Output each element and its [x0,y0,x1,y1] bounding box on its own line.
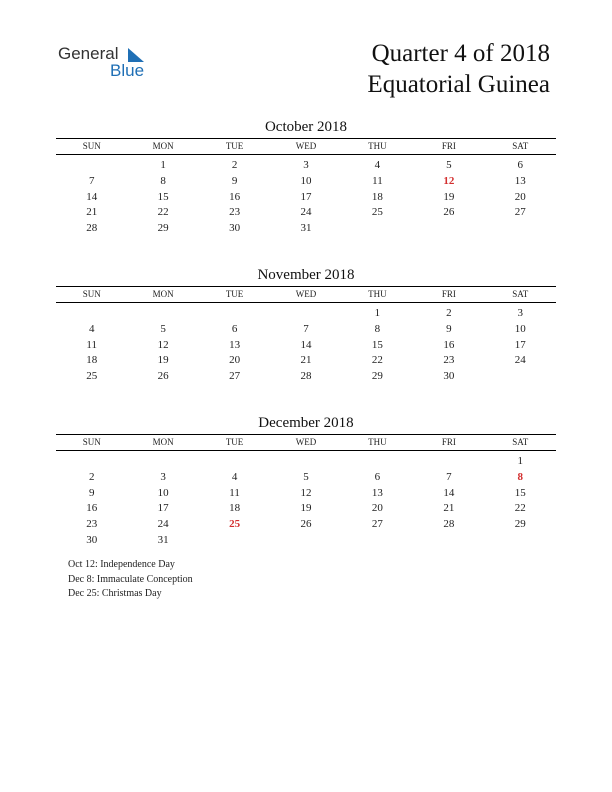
day-cell: 6 [517,159,524,171]
holiday-item: Dec 8: Immaculate Conception [68,573,193,585]
day-cell: 18 [86,354,98,367]
week-grid [56,306,556,385]
month-december [56,413,556,549]
weekday-label: SAT [512,437,529,447]
day-cell: 8 [160,174,166,187]
week-row [56,501,556,517]
logo [58,44,168,84]
day-cell: 3 [303,159,309,171]
title-quarter: Quarter 4 of 2018 [371,40,550,67]
day-cell: 27 [371,518,383,531]
day-cell: 11 [229,486,240,499]
empty-day-cell [127,306,198,322]
empty-day-cell [413,221,484,237]
week-row [56,353,556,369]
holiday-item: Dec 25: Christmas Day [68,588,162,599]
day-cell: 10 [300,174,312,187]
day-cell: 2 [446,307,452,319]
day-cell: 25 [86,370,98,383]
day-cell: 27 [514,206,526,219]
empty-day-cell [56,454,127,470]
week-row [56,174,556,190]
day-cell: 11 [86,338,97,351]
empty-day-cell [199,533,270,549]
day-cell: 16 [229,190,241,203]
day-cell: 28 [300,370,312,383]
weekday-label: FRI [441,289,456,299]
weekday-label: TUE [225,437,244,447]
week-row [56,322,556,338]
day-cell: 26 [300,518,312,531]
day-cell: 29 [514,518,526,531]
day-cell: 3 [517,307,524,319]
day-cell: 22 [371,354,383,367]
week-row [56,205,556,221]
day-cell: 26 [443,206,455,219]
day-cell: 23 [86,518,98,531]
day-cell: 7 [446,470,452,483]
day-cell: 15 [371,338,383,351]
day-cell: 17 [300,190,312,203]
day-cell: 9 [231,174,238,187]
day-cell: 21 [300,354,312,367]
empty-day-cell [270,533,341,549]
week-row [56,306,556,322]
weekday-header [56,138,556,155]
day-cell: 15 [157,190,169,203]
empty-day-cell [413,454,484,470]
week-row [56,158,556,174]
day-cell: 22 [514,502,526,515]
week-row [56,486,556,502]
logo-word-general: General [58,44,119,63]
weekday-label: MON [152,141,174,151]
day-cell: 20 [229,354,241,367]
weekday-label: FRI [441,437,456,447]
day-cell: 19 [157,354,169,367]
weekday-label: WED [295,141,317,151]
weekday-label: SAT [512,141,529,151]
day-cell: 16 [443,338,455,351]
day-cell: 5 [446,159,452,171]
day-cell: 10 [157,486,169,499]
month-title: November 2018 [257,267,355,283]
day-cell: 3 [160,470,166,483]
empty-day-cell [270,306,341,322]
day-cell: 31 [157,533,169,546]
week-row [56,221,556,237]
day-cell: 6 [231,322,238,335]
weekday-label: THU [368,141,387,151]
day-cell: 28 [443,518,455,531]
weekday-label: MON [152,289,174,299]
day-cell: 23 [229,206,241,219]
day-cell: 13 [371,486,383,499]
empty-day-cell [342,454,413,470]
empty-day-cell [199,306,270,322]
day-cell: 10 [514,322,526,335]
day-cell: 25 [229,518,241,531]
day-cell: 11 [372,174,383,187]
weekday-label: SAT [512,289,529,299]
day-cell: 30 [443,370,455,383]
empty-day-cell [485,369,556,385]
weekday-label: FRI [441,141,456,151]
weekday-label: TUE [225,141,244,151]
weekday-label: TUE [225,289,244,299]
week-row [56,190,556,206]
day-cell: 27 [229,370,241,383]
day-cell: 24 [300,206,312,219]
week-row [56,517,556,533]
day-cell: 8 [374,322,381,335]
holiday-item: Oct 12: Independence Day [68,559,175,570]
day-cell: 12 [300,486,312,499]
week-grid [56,158,556,237]
day-cell: 5 [160,322,166,335]
day-cell: 9 [88,486,95,499]
month-title: October 2018 [264,119,348,135]
day-cell: 2 [231,159,238,171]
day-cell: 24 [514,354,526,367]
day-cell: 13 [229,338,241,351]
weekday-label: MON [152,437,174,447]
day-cell: 20 [371,502,383,515]
page-title [367,38,550,100]
day-cell: 19 [443,190,455,203]
weekday-label: THU [368,289,387,299]
weekday-label: WED [295,437,317,447]
day-cell: 26 [157,370,169,383]
day-cell: 23 [443,354,455,367]
holiday-list [68,558,193,602]
day-cell: 8 [517,470,524,483]
weekday-label: SUN [82,141,101,151]
day-cell: 18 [371,190,383,203]
day-cell: 14 [86,190,98,203]
day-cell: 28 [86,222,98,235]
weekday-label: SUN [82,289,101,299]
week-row [56,369,556,385]
empty-day-cell [485,533,556,549]
week-row [56,454,556,470]
day-cell: 13 [514,174,526,187]
day-cell: 21 [86,206,98,219]
day-cell: 20 [514,190,526,203]
day-cell: 30 [229,222,241,235]
day-cell: 14 [443,486,455,499]
day-cell: 16 [86,502,98,515]
day-cell: 1 [374,307,381,319]
week-row [56,533,556,549]
day-cell: 4 [88,322,95,335]
empty-day-cell [270,454,341,470]
month-title: December 2018 [258,415,354,431]
day-cell: 4 [374,159,381,171]
day-cell: 12 [443,174,455,187]
day-cell: 15 [514,486,526,499]
weekday-label: SUN [82,437,101,447]
day-cell: 17 [514,338,526,351]
empty-day-cell [56,306,127,322]
day-cell: 17 [157,502,169,515]
empty-day-cell [199,454,270,470]
week-grid [56,454,556,549]
day-cell: 30 [86,533,98,546]
empty-day-cell [413,533,484,549]
day-cell: 12 [157,338,169,351]
day-cell: 21 [443,502,455,515]
day-cell: 1 [160,159,166,171]
week-row [56,470,556,486]
day-cell: 6 [374,470,381,483]
day-cell: 9 [446,322,452,335]
empty-day-cell [127,454,198,470]
weekday-header [56,286,556,303]
weekday-header [56,434,556,451]
day-cell: 2 [88,470,95,483]
weekday-label: WED [295,289,317,299]
day-cell: 24 [157,518,169,531]
empty-day-cell [342,533,413,549]
month-october [56,117,556,237]
logo-word-blue: Blue [110,61,145,80]
empty-day-cell [342,221,413,237]
day-cell: 7 [303,322,309,335]
day-cell: 18 [229,502,241,515]
day-cell: 7 [88,174,95,187]
day-cell: 25 [371,206,383,219]
month-november [56,265,556,385]
empty-day-cell [56,158,127,174]
day-cell: 29 [371,370,383,383]
day-cell: 1 [517,455,524,467]
title-country: Equatorial Guinea [367,71,550,98]
day-cell: 29 [157,222,169,235]
day-cell: 31 [300,222,312,235]
weekday-label: THU [368,437,387,447]
day-cell: 19 [300,502,312,515]
day-cell: 4 [231,470,238,483]
day-cell: 5 [303,470,309,483]
week-row [56,338,556,354]
day-cell: 14 [300,338,312,351]
day-cell: 22 [157,206,169,219]
empty-day-cell [485,221,556,237]
